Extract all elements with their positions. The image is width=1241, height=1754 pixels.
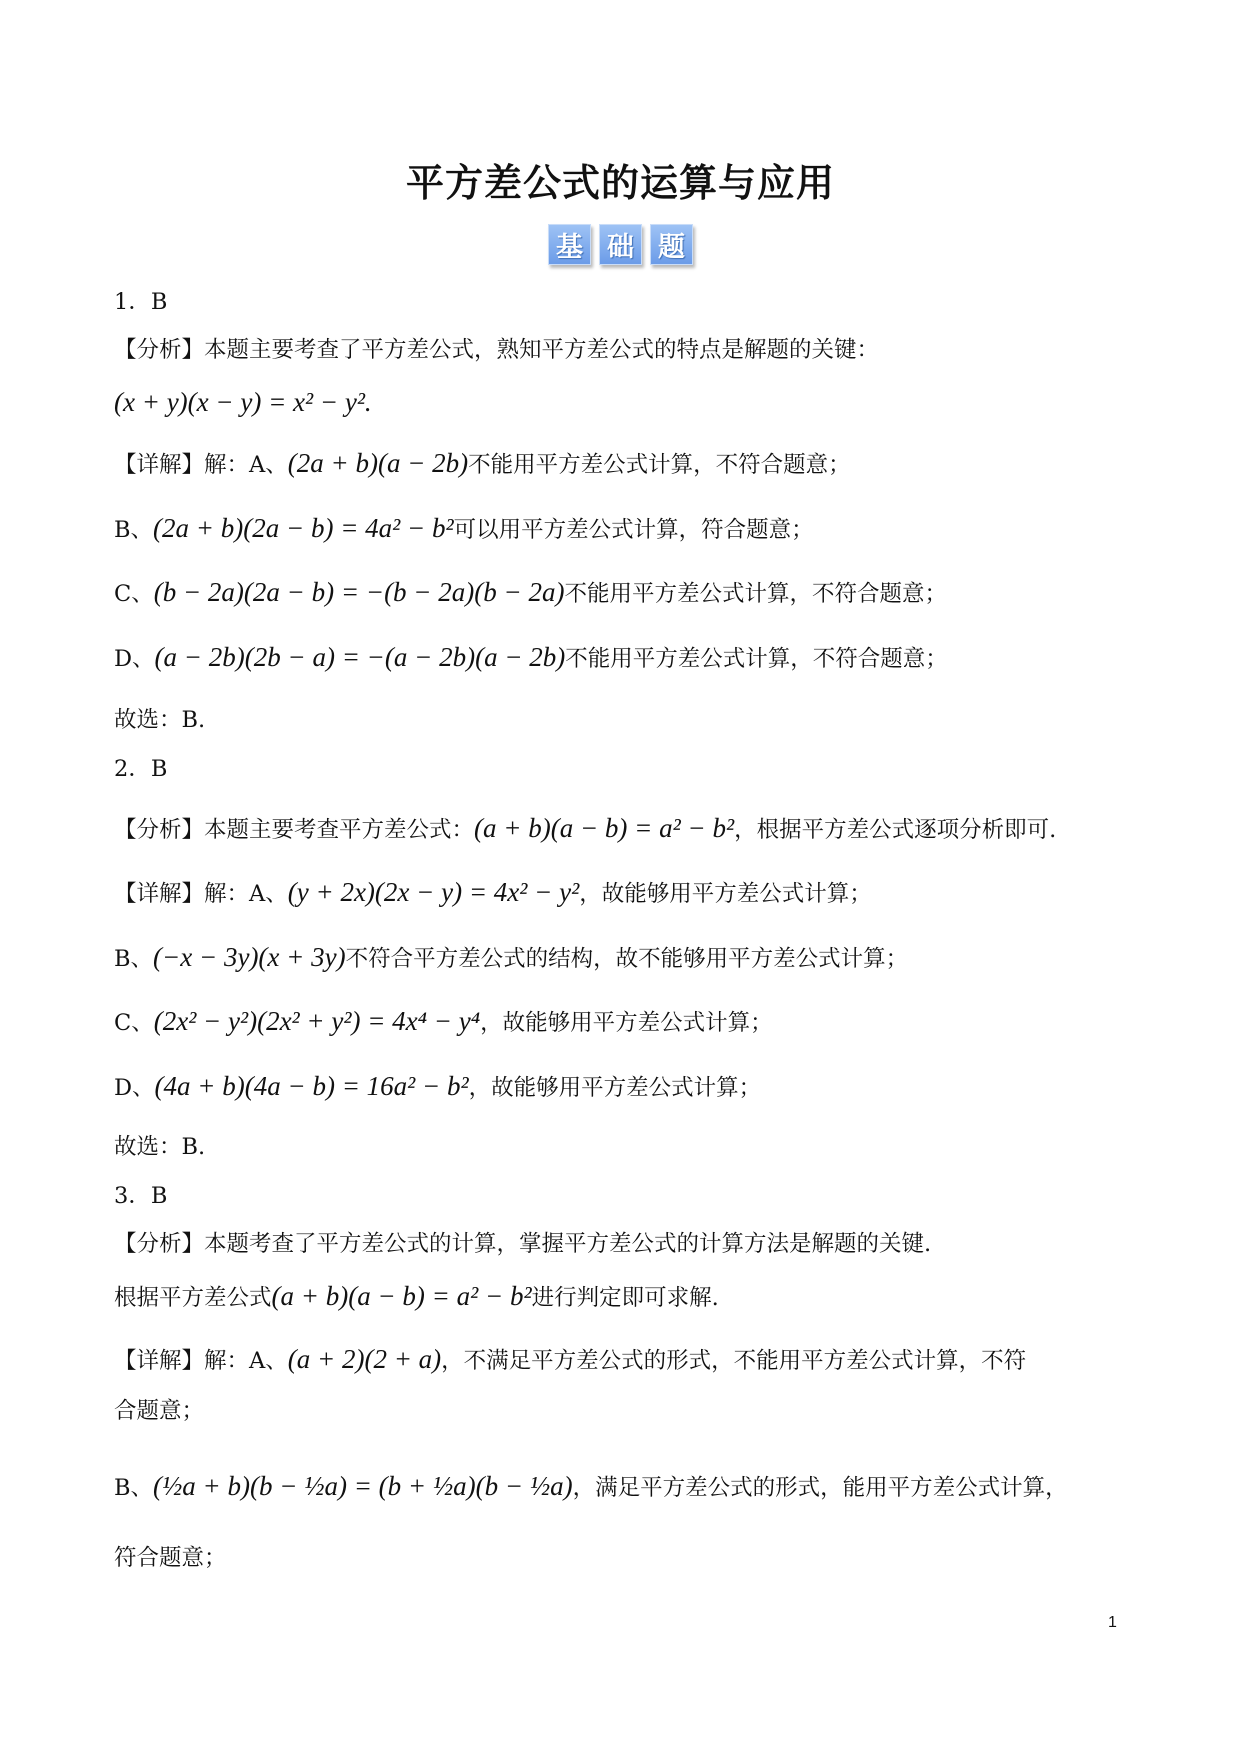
math-expression: (a − 2b)(2b − a) = −(a − 2b)(a − 2b) — [154, 642, 566, 672]
q3-detail-a-cont: 合题意； — [114, 1398, 205, 1424]
option-label: D、 — [114, 646, 155, 672]
option-text: ，故能够用平方差公式计算； — [468, 1075, 762, 1101]
page-number: 1 — [1108, 1614, 1117, 1631]
math-expression: (4a + b)(4a − b) = 16a² − b² — [154, 1071, 469, 1101]
option-text: 不能用平方差公式计算，不符合题意； — [468, 452, 851, 478]
option-label: B、 — [114, 946, 154, 972]
q2-option-c — [114, 1005, 773, 1037]
option-text: ，不满足平方差公式的形式，不能用平方差公式计算，不符 — [441, 1348, 1027, 1374]
option-label: B、 — [114, 517, 154, 543]
math-expression: (a + b)(a − b) = a² − b² — [271, 1281, 532, 1311]
detail-label: 【详解】解：A、 — [114, 452, 288, 478]
q2-answer: 故选：B. — [114, 1134, 206, 1160]
q2-option-b — [114, 941, 908, 973]
analysis-text: 进行判定即可求解. — [531, 1285, 719, 1311]
badge-char-1: 基 — [548, 224, 591, 265]
q1-number: 1．B — [114, 289, 168, 315]
option-text: 不符合平方差公式的结构，故不能够用平方差公式计算； — [345, 946, 909, 972]
analysis-label: 【分析】本题主要考查平方差公式： — [114, 817, 475, 843]
math-expression: (2x² − y²)(2x² + y²) = 4x⁴ − y⁴ — [153, 1006, 481, 1036]
math-expression: (b − 2a)(2a − b) = −(b − 2a)(b − 2a) — [153, 577, 565, 607]
q2-number: 2．B — [114, 756, 168, 782]
option-label: C、 — [114, 1010, 154, 1036]
math-expression: (−x − 3y)(x + 3y) — [153, 942, 346, 972]
q3-analysis: 【分析】本题考查了平方差公式的计算，掌握平方差公式的计算方法是解题的关键. — [114, 1231, 932, 1257]
detail-label: 【详解】解：A、 — [114, 1348, 288, 1374]
math-expression: (½a + b)(b − ½a) = (b + ½a)(b − ½a) — [153, 1471, 573, 1501]
q3-detail-a — [114, 1343, 1026, 1375]
difficulty-badge-group — [0, 224, 1241, 265]
math-expression: (a + b)(a − b) = a² − b² — [474, 813, 735, 843]
q2-option-d — [114, 1070, 761, 1102]
math-expression: (x + y)(x − y) = x² − y². — [114, 387, 372, 417]
q1-option-b — [114, 512, 814, 544]
q1-analysis: 【分析】本题主要考查了平方差公式，熟知平方差公式的特点是解题的关键： — [114, 337, 880, 363]
q2-analysis — [114, 812, 1056, 844]
q1-option-c — [114, 576, 947, 608]
analysis-text: ，根据平方差公式逐项分析即可. — [734, 817, 1057, 843]
option-text: ，故能够用平方差公式计算； — [480, 1010, 773, 1036]
badge-char-2: 础 — [599, 224, 642, 265]
q2-detail-a — [114, 876, 872, 908]
option-text: ，故能够用平方差公式计算； — [579, 881, 872, 907]
math-expression: (y + 2x)(2x − y) = 4x² − y² — [287, 877, 580, 907]
q3-option-b — [114, 1470, 1068, 1502]
option-text: 不能用平方差公式计算，不符合题意； — [565, 646, 948, 672]
badge-char-3: 题 — [650, 224, 693, 265]
option-text: 可以用平方差公式计算，符合题意； — [453, 517, 814, 543]
q3-analysis-formula — [114, 1280, 719, 1312]
option-text: 不能用平方差公式计算，不符合题意； — [564, 581, 947, 607]
q3-number: 3．B — [114, 1183, 168, 1209]
math-expression: (2a + b)(a − 2b) — [287, 448, 469, 478]
math-expression: (2a + b)(2a − b) = 4a² − b² — [153, 513, 454, 543]
q3-option-b-cont: 符合题意； — [114, 1545, 227, 1571]
option-text: ，满足平方差公式的形式，能用平方差公式计算， — [572, 1475, 1068, 1501]
option-label: B、 — [114, 1475, 154, 1501]
q1-detail-a — [114, 447, 851, 479]
q1-analysis-formula — [114, 386, 372, 418]
detail-label: 【详解】解：A、 — [114, 881, 288, 907]
math-expression: (a + 2)(2 + a) — [287, 1344, 442, 1374]
page-title: 平方差公式的运算与应用 — [405, 161, 835, 205]
option-label: C、 — [114, 581, 154, 607]
option-label: D、 — [114, 1075, 155, 1101]
q1-option-d — [114, 641, 948, 673]
analysis-text: 根据平方差公式 — [114, 1285, 272, 1311]
q1-answer: 故选：B. — [114, 707, 206, 733]
